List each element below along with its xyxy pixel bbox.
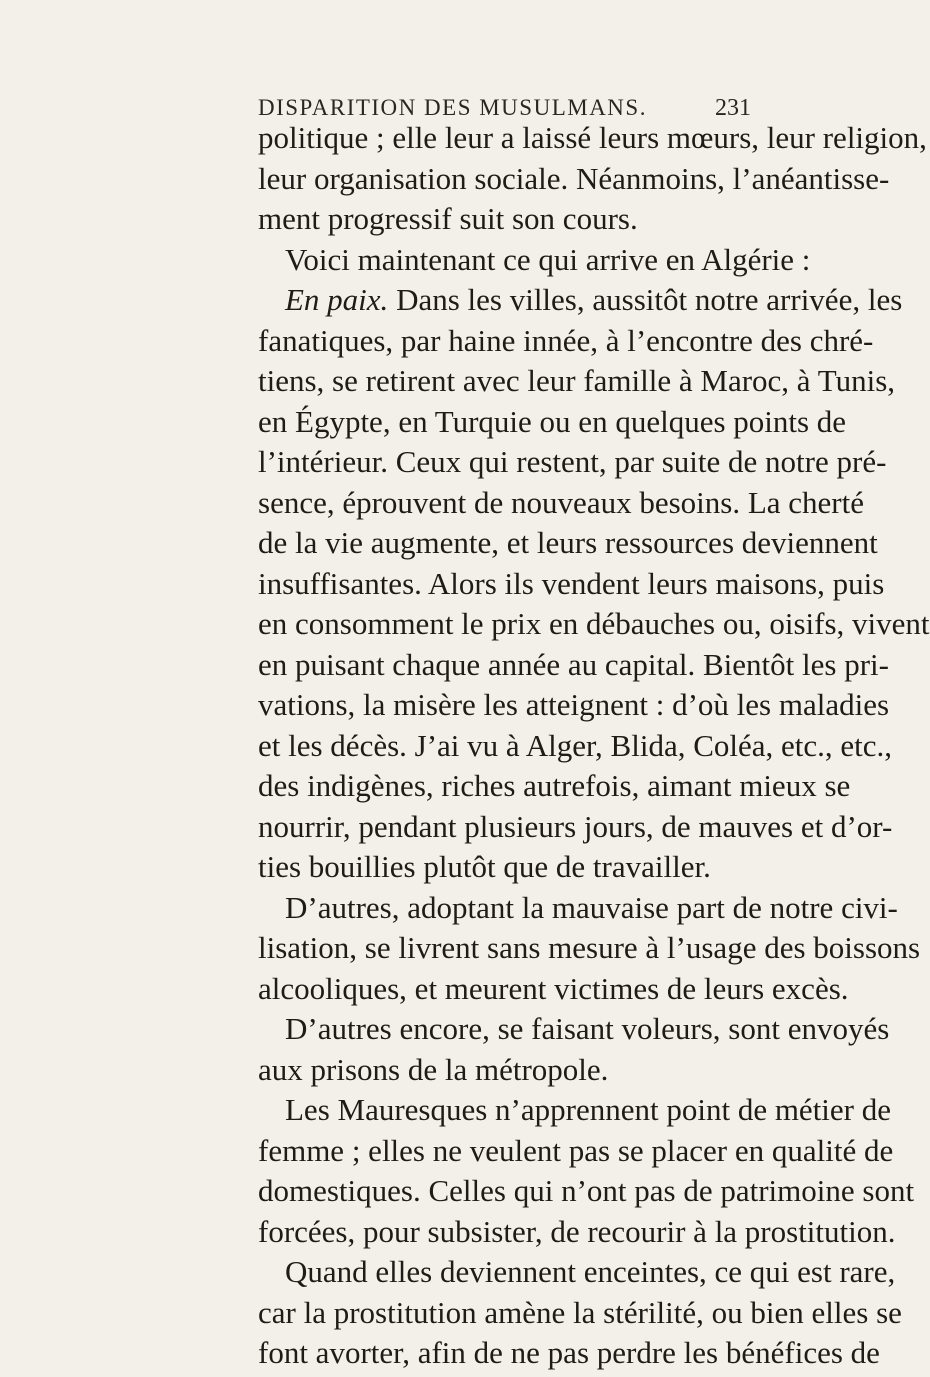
text-line [258,1333,880,1373]
text-line [258,766,851,806]
text-line [258,1293,902,1333]
text-line-content: domestiques. Celles qui n’ont pas de patrimoine sont [258,1173,915,1208]
text-line [258,1212,896,1252]
text-line [258,1131,894,1171]
text-line [258,645,889,685]
text-line-content: et les décès. J’ai vu à Alger, Blida, Coléa, etc., etc., [258,728,893,763]
text-line [258,402,847,442]
text-line [258,118,927,158]
text-line-content: l’intérieur. Ceux qui restent, par suite de notre pré- [258,444,887,479]
text-line-content: sence, éprouvent de nouveaux besoins. La cherté [258,485,864,520]
text-line [285,280,903,320]
text-line-content: fanatiques, par haine innée, à l’encontre des chré- [258,323,874,358]
text-line [258,199,743,239]
text-line-content: femme ; elles ne veulent pas se placer en qualité de [258,1133,894,1168]
text-line-content: en consomment le prix en débauches ou, oisifs, vivent [258,606,930,641]
text-line-content: en Égypte, en Turquie ou en quelques points de [258,404,847,439]
text-line-content: nourrir, pendant plusieurs jours, de mauves et d’or- [258,809,893,844]
text-line-content: car la prostitution amène la stérilité, ou bien elles se [258,1295,902,1330]
text-line-content: Les Mauresques n’apprennent point de métier de [285,1092,892,1127]
text-line [258,685,890,725]
text-line [258,1050,743,1090]
text-line-content: politique ; elle leur a laissé leurs mœurs, leur religion, [258,120,927,155]
text-line-content: tiens, se retirent avec leur famille à Maroc, à Tunis, [258,363,896,398]
text-line-content: ment progressif suit son cours. [258,201,638,236]
text-line-content: insuffisantes. Alors ils vendent leurs maisons, puis [258,566,885,601]
running-title: DISPARITION DES MUSULMANS. [258,95,647,120]
text-line [258,523,878,563]
text-line [258,726,893,766]
text-line [258,604,930,644]
text-line-content: ties bouillies plutôt que de travailler. [258,849,711,884]
text-line-content: D’autres, adoptant la mauvaise part de notre civi- [285,890,898,925]
text-line-content: forcées, pour subsister, de recourir à la prostitution. [258,1214,896,1249]
text-line-content: vations, la misère les atteignent : d’où les maladies [258,687,890,722]
text-line [258,969,849,1009]
text-line [285,1090,892,1130]
text-line-content: de la vie augmente, et leurs ressources deviennent [258,525,878,560]
text-line-content: en puisant chaque année au capital. Bientôt les pri- [258,647,889,682]
text-line [258,564,885,604]
text-line [258,483,864,523]
page-number: 231 [715,95,751,121]
text-line-content: Quand elles deviennent enceintes, ce qui est rare, [285,1254,896,1289]
text-line-content: D’autres encore, se faisant voleurs, sont envoyés [285,1011,890,1046]
text-line [258,1171,915,1211]
text-line [258,321,874,361]
text-line [258,361,896,401]
text-line-content: alcooliques, et meurent victimes de leurs excès. [258,971,849,1006]
text-line-content: Dans les villes, aussitôt notre arrivée, les [388,282,903,317]
text-line [258,847,743,887]
text-line [258,807,893,847]
text-line-content: lisation, se livrent sans mesure à l’usage des boissons [258,930,921,965]
text-line [258,442,887,482]
italic-lead: En paix. [285,282,389,317]
text-line-content: font avorter, afin de ne pas perdre les bénéfices de [258,1335,880,1370]
text-line [285,240,811,280]
text-line [285,1009,890,1049]
text-line-content: des indigènes, riches autrefois, aimant mieux se [258,768,851,803]
text-line [285,1252,896,1292]
text-line-content: leur organisation sociale. Néanmoins, l’anéantisse- [258,161,890,196]
text-line [285,888,898,928]
text-line [258,159,890,199]
text-line-content: aux prisons de la métropole. [258,1052,609,1087]
text-line [258,928,921,968]
text-line-content: Voici maintenant ce qui arrive en Algérie : [285,242,811,277]
